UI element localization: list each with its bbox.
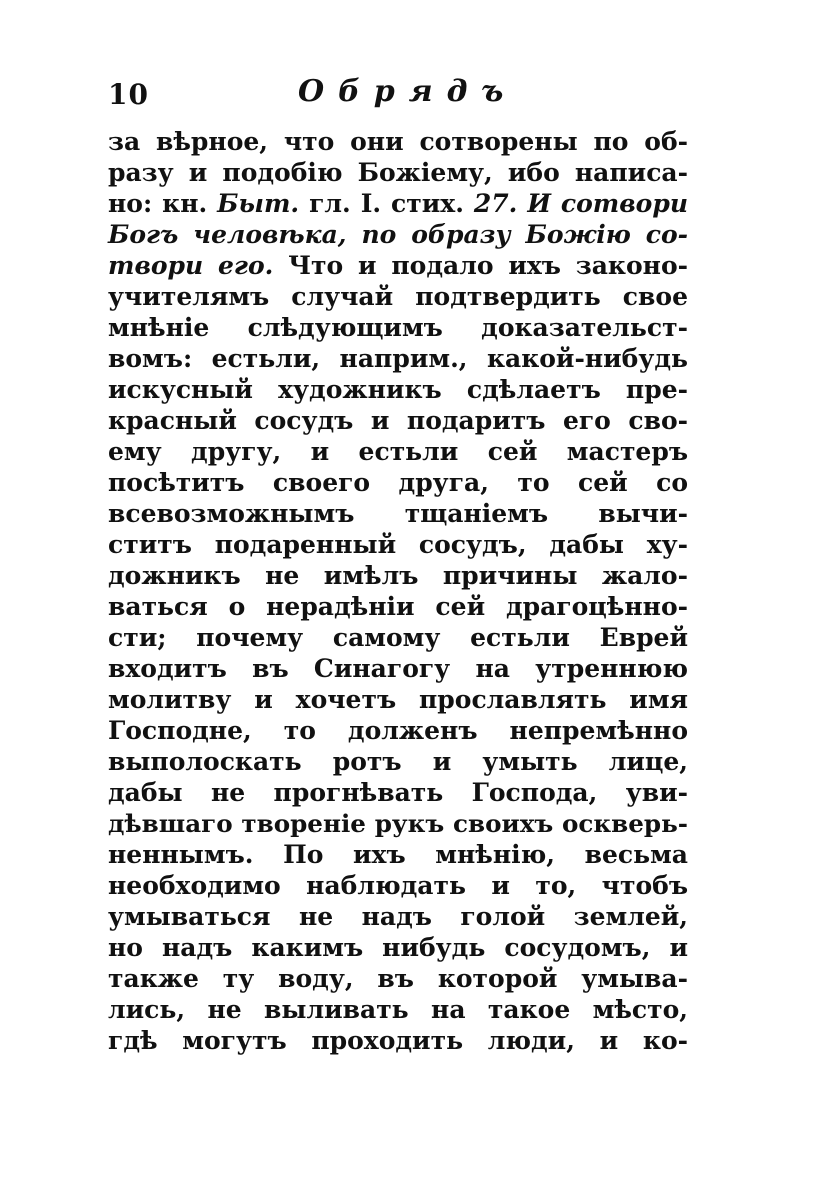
text-line [108,870,688,901]
text-run: искусный художникъ сдѣлаетъ пре- [108,375,688,404]
text-line [108,343,688,374]
running-title: Обрядъ [298,74,518,109]
text-line [108,808,688,839]
italic-text-run: Богъ человѣка, по образу Божію со- [108,220,688,249]
text-line [108,622,688,653]
text-run: входитъ въ Синагогу на утреннюю [108,654,688,683]
italic-text-run: 27. И сотвори [473,189,688,218]
text-run: ему другу, и естьли сей мастеръ [108,437,688,466]
text-run: Что и подало ихъ законо- [273,251,688,280]
text-run: гл. I. стих. [299,189,474,218]
text-run: Господне, то долженъ непремѣнно [108,716,688,745]
text-run: необходимо наблюдать и то, чтобъ [108,871,688,900]
text-line [108,529,688,560]
text-run: мнѣніе слѣдующимъ доказательст- [108,313,688,342]
text-run: сти; почему самому естьли Еврей [108,623,688,652]
italic-text-run: твори его. [108,251,274,280]
text-line [108,684,688,715]
text-run: всевозможнымъ тщаніемъ вычи- [108,499,688,528]
text-line [108,591,688,622]
text-line [108,281,688,312]
text-run: посѣтитъ своего друга, то сей со [108,468,688,497]
text-run: красный сосудъ и подаритъ его сво- [108,406,688,435]
text-line [108,467,688,498]
page-number: 10 [108,78,149,111]
text-line [108,157,688,188]
text-line [108,901,688,932]
text-line [108,839,688,870]
text-run: учителямъ случай подтвердить свое [108,282,688,311]
text-run: лись, не выливать на такое мѣсто, [108,995,688,1024]
page-header [108,72,688,120]
text-line [108,126,688,157]
text-line [108,715,688,746]
text-run: вомъ: естьли, наприм., какой-нибудь [108,344,688,373]
text-run: ститъ подаренный сосудъ, дабы ху- [108,530,688,559]
text-run: дабы не прогнѣвать Господа, уви- [108,778,688,807]
text-run: умываться не надъ голой землей, [108,902,688,931]
italic-text-run: Быт. [217,189,300,218]
text-run: но: кн. [108,189,218,218]
text-line [108,219,688,250]
text-line [108,746,688,777]
text-line [108,188,688,219]
text-run: выполоскать ротъ и умыть лице, [108,747,688,776]
text-line [108,374,688,405]
text-run: дожникъ не имѣлъ причины жало- [108,561,688,590]
text-line [108,1025,688,1056]
text-run: разу и подобію Божіему, ибо написа- [108,158,688,187]
text-run: гдѣ могутъ проходить люди, и ко- [108,1026,688,1055]
text-line [108,963,688,994]
text-line [108,932,688,963]
text-run: дѣвшаго твореніе рукъ своихъ оскверь- [108,809,688,838]
text-run: также ту воду, въ которой умыва- [108,964,688,993]
text-line [108,994,688,1025]
text-line [108,250,688,281]
body-text [108,126,688,1056]
text-run: но надъ какимъ нибудь сосудомъ, и [108,933,688,962]
text-run: ваться о нерадѣніи сей драгоцѣнно- [108,592,688,621]
text-line [108,777,688,808]
text-run: молитву и хочетъ прославлять имя [108,685,688,714]
text-run: неннымъ. По ихъ мнѣнію, весьма [108,840,688,869]
text-run: за вѣрное, что они сотворены по об- [108,127,688,156]
text-line [108,436,688,467]
text-line [108,498,688,529]
text-line [108,405,688,436]
text-line [108,653,688,684]
text-line [108,312,688,343]
text-line [108,560,688,591]
